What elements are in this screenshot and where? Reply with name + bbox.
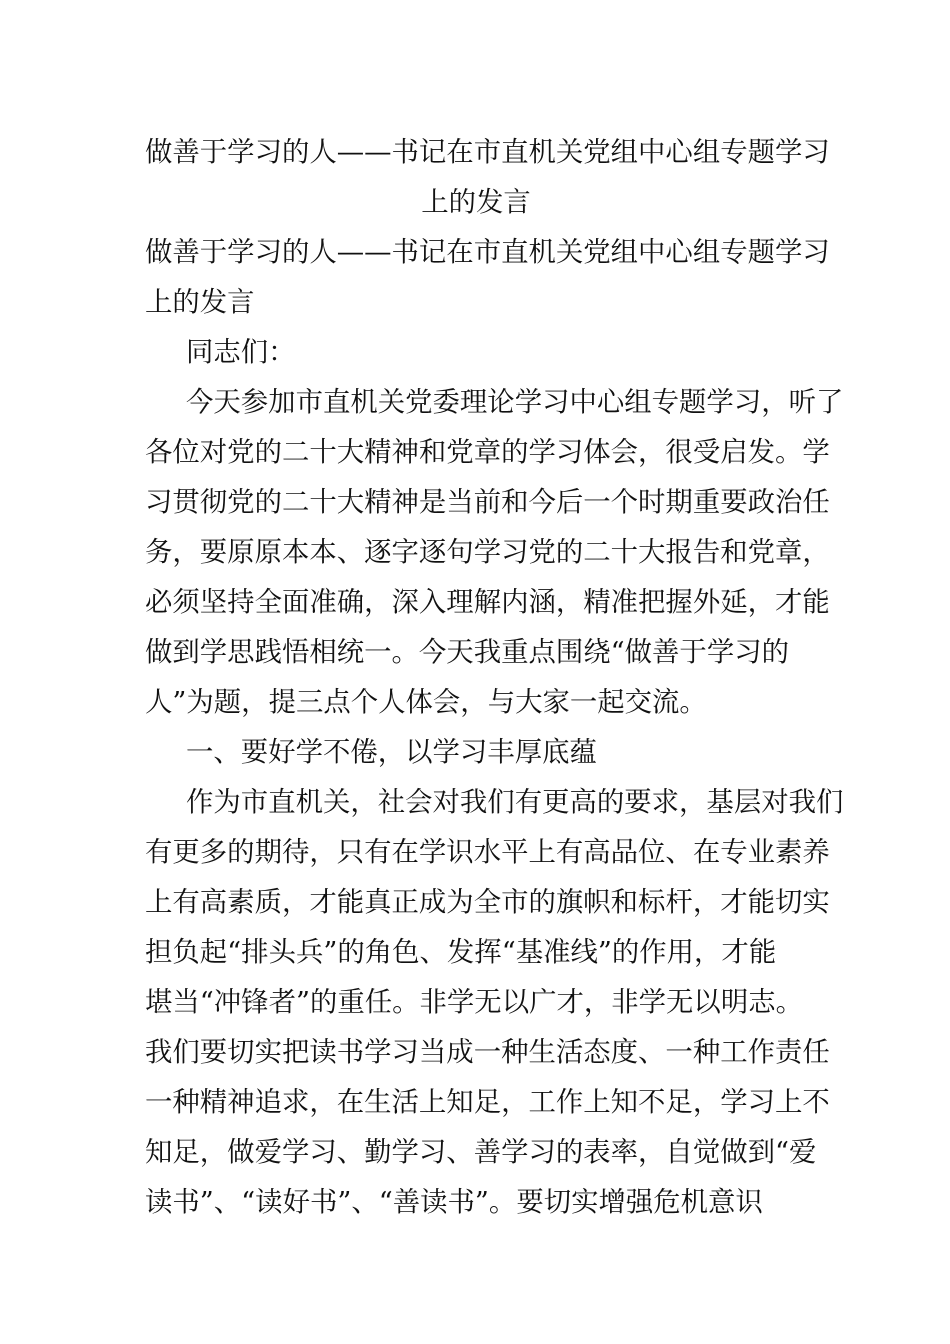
paragraph-line: 知足，做爱学习、勤学习、善学习的表率，自觉做到“爱: [145, 1137, 817, 1168]
paragraph-line: 上有高素质，才能真正成为全市的旗帜和标杆，才能切实: [145, 887, 830, 918]
paragraph-line: 习贯彻党的二十大精神是当前和今后一个时期重要政治任: [145, 487, 830, 518]
paragraph-line: 我们要切实把读书学习当成一种生活态度、一种工作责任: [145, 1037, 830, 1068]
document-body: [145, 128, 844, 1228]
salutation: 同志们：: [186, 337, 296, 368]
paragraph-line: 堪当“冲锋者”的重任。非学无以广才，非学无以明志。: [145, 987, 803, 1018]
paragraph-line: 必须坚持全面准确，深入理解内涵，精准把握外延，才能: [145, 587, 830, 618]
paragraph-line: 作为市直机关，社会对我们有更高的要求，基层对我们: [186, 787, 844, 818]
paragraph-line: 担负起“排头兵”的角色、发挥“基准线”的作用，才能: [145, 937, 777, 968]
paragraph-line: 读书”、“读好书”、“善读书”。要切实增强危机意识: [145, 1187, 763, 1218]
title-line-1: 做善于学习的人——书记在市直机关党组中心组专题学习: [145, 137, 830, 168]
document-title: [145, 128, 830, 228]
paragraph-line: 有更多的期待，只有在学识水平上有高品位、在专业素养: [145, 837, 830, 868]
paragraph-line: 各位对党的二十大精神和党章的学习体会，很受启发。学: [145, 437, 830, 468]
title-line-2: 上的发言: [421, 187, 531, 218]
heading-line-2: 上的发言: [145, 287, 255, 318]
paragraph-line: 务，要原原本本、逐字逐句学习党的二十大报告和党章，: [145, 537, 830, 568]
document-heading: [145, 228, 830, 328]
paragraph-line: 人”为题，提三点个人体会，与大家一起交流。: [145, 687, 707, 718]
paragraph-line: 一种精神追求，在生活上知足，工作上知不足，学习上不: [145, 1087, 830, 1118]
section-heading-1: 一、要好学不倦，以学习丰厚底蕴: [186, 737, 597, 768]
paragraph-line: 做到学思践悟相统一。今天我重点围绕“做善于学习的: [145, 637, 789, 668]
paragraph-line: 今天参加市直机关党委理论学习中心组专题学习，听了: [186, 387, 844, 418]
heading-line-1: 做善于学习的人——书记在市直机关党组中心组专题学习: [145, 237, 830, 268]
intro-paragraph: [145, 378, 844, 728]
section-1-paragraph: [145, 778, 844, 1228]
